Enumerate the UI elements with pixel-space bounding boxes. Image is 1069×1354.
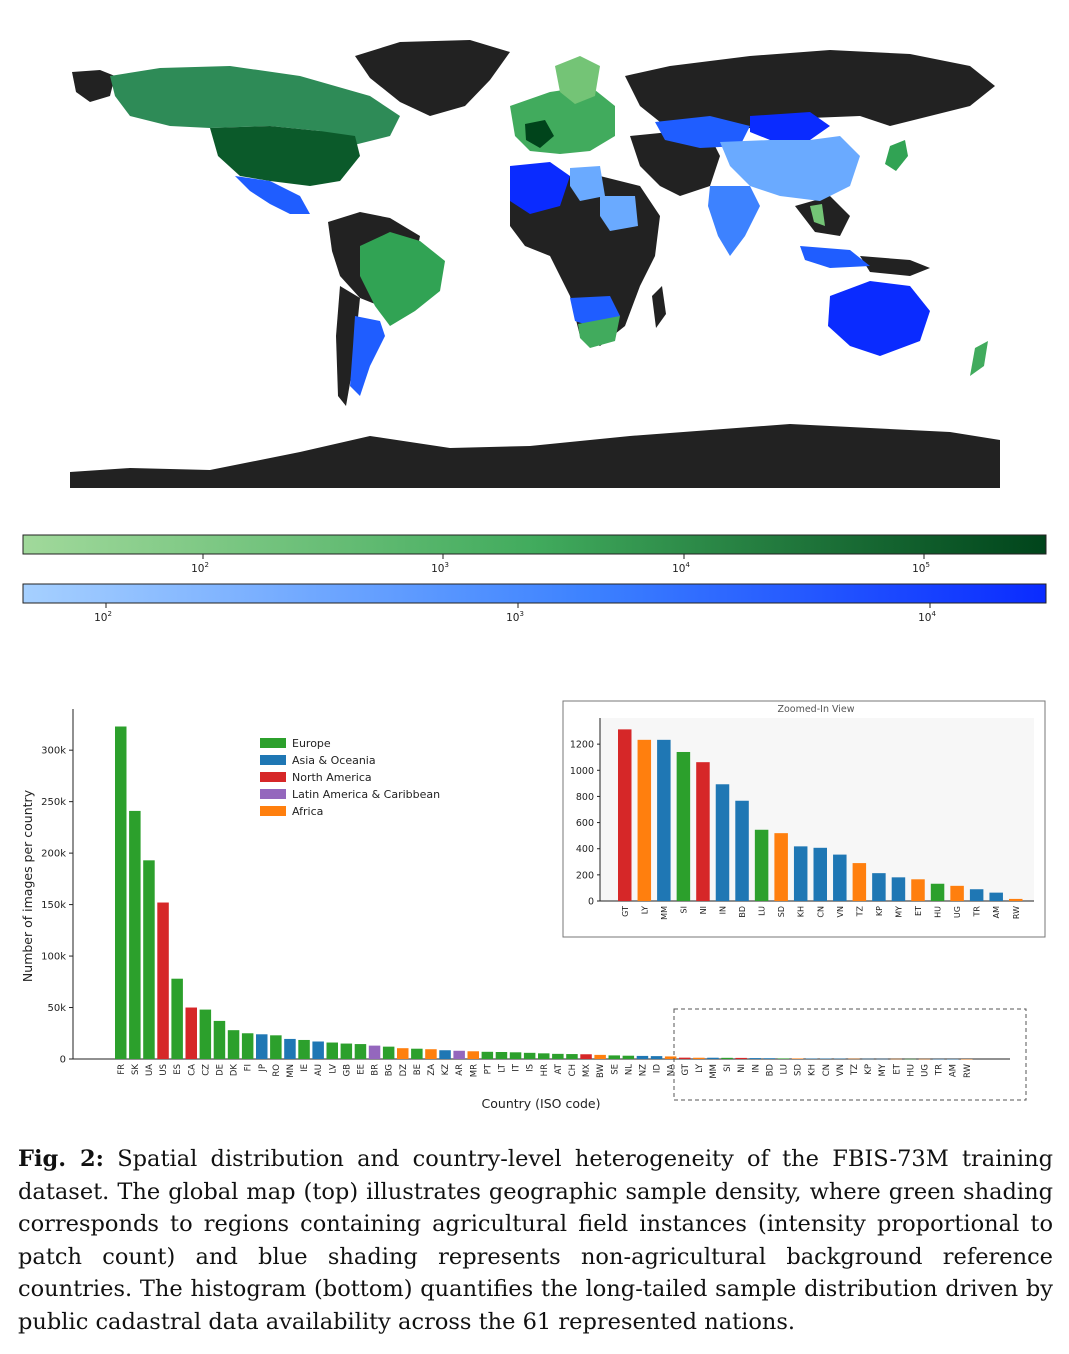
inset-y-tick-label: 0: [587, 896, 594, 908]
main-y-tick-label: 300k: [41, 745, 66, 757]
main-x-tick-label: IT: [511, 1064, 522, 1072]
inset-bar-et: [911, 879, 925, 901]
world-map: [70, 36, 1000, 488]
main-x-tick-label: LU: [779, 1064, 790, 1075]
inset-bar-mm: [657, 740, 671, 901]
inset-bar-rw: [1009, 899, 1023, 901]
map-argentina: [350, 316, 385, 396]
inset-x-tick-label: ET: [914, 906, 923, 916]
inset-bar-lu: [755, 830, 769, 901]
legend-swatch: [260, 772, 286, 782]
main-bar-be: [411, 1049, 423, 1059]
main-x-tick-label: IS: [525, 1064, 536, 1072]
inset-bar-am: [989, 893, 1003, 901]
main-bar-lt: [496, 1052, 508, 1059]
main-x-tick-label: SE: [610, 1064, 621, 1075]
inset-bar-ly: [638, 740, 652, 901]
main-x-tick-label: HR: [539, 1064, 550, 1077]
inset-x-tick-label: IN: [718, 906, 728, 915]
main-bar-mr: [468, 1051, 480, 1059]
main-bar-bd: [764, 1058, 776, 1059]
main-y-tick-label: 150k: [41, 900, 66, 912]
inset-bar-ni: [696, 762, 710, 901]
main-x-tick-label: CZ: [201, 1064, 212, 1076]
main-x-tick-label: DK: [229, 1064, 240, 1077]
map-india: [708, 186, 760, 256]
main-bar-nz: [637, 1056, 649, 1059]
main-x-tick-label: LV: [328, 1064, 339, 1074]
main-x-tick-label: SD: [793, 1064, 804, 1076]
main-bar-bw: [594, 1055, 606, 1059]
main-x-tick-label: NZ: [638, 1064, 649, 1077]
colorbar-blue-tick-label: $10^2$: [94, 610, 112, 624]
main-x-tick-label: HU: [906, 1064, 917, 1077]
legend-label: Europe: [292, 737, 331, 750]
main-y-tick-label: 0: [59, 1054, 66, 1066]
map-australia: [828, 281, 930, 356]
inset-chart: [563, 701, 1045, 937]
chart-legend: [260, 737, 440, 818]
main-x-tick-label: BE: [412, 1064, 423, 1076]
main-bar-fi: [242, 1033, 254, 1059]
main-x-tick-label: NA: [666, 1064, 677, 1077]
main-x-tick-label: MN: [285, 1064, 296, 1078]
main-bar-hr: [538, 1053, 550, 1059]
main-bar-id: [651, 1056, 663, 1059]
main-bar-dz: [397, 1048, 409, 1059]
main-x-tick-label: KP: [864, 1064, 875, 1075]
inset-x-tick-label: KH: [796, 906, 806, 918]
inset-bar-bd: [735, 801, 749, 901]
main-xlabel: Country (ISO code): [481, 1096, 601, 1111]
main-x-tick-label: TZ: [849, 1064, 860, 1076]
main-bar-br: [369, 1046, 381, 1059]
main-x-tick-label: BG: [384, 1064, 395, 1077]
main-x-tick-label: MM: [708, 1064, 719, 1079]
main-bar-lu: [778, 1058, 790, 1059]
main-bar-sd: [792, 1058, 804, 1059]
main-bar-ro: [270, 1035, 282, 1059]
inset-x-tick-label: LY: [640, 906, 650, 915]
map-indonesia: [800, 246, 870, 268]
main-bar-ch: [566, 1054, 578, 1059]
main-bar-bg: [383, 1047, 395, 1059]
inset-x-tick-label: TR: [972, 906, 982, 917]
main-x-tick-label: VN: [835, 1064, 846, 1077]
inset-y-tick-label: 200: [575, 870, 594, 882]
inset-x-tick-label: NI: [698, 906, 708, 915]
main-x-tick-label: GT: [680, 1064, 691, 1076]
main-x-tick-label: JP: [257, 1064, 268, 1072]
inset-bar-my: [892, 877, 906, 901]
main-bar-de: [214, 1021, 226, 1059]
main-bar-lv: [327, 1043, 339, 1059]
legend-swatch: [260, 806, 286, 816]
main-y-tick-label: 250k: [41, 797, 66, 809]
colorbar-blue-tick-label: $10^4$: [918, 610, 936, 624]
main-bar-gb: [341, 1044, 353, 1059]
main-bar-ar: [453, 1051, 465, 1059]
map-new-zealand: [970, 341, 988, 376]
legend-label: Latin America & Caribbean: [292, 788, 441, 801]
main-x-tick-label: TR: [934, 1064, 945, 1076]
main-x-tick-label: BW: [596, 1064, 607, 1078]
inset-bar-kp: [872, 873, 886, 901]
legend-swatch: [260, 789, 286, 799]
inset-y-tick-label: 800: [575, 791, 594, 803]
main-x-tick-label: DE: [215, 1064, 226, 1076]
main-bar-dk: [228, 1030, 240, 1059]
colorbar-green-tick-label: $10^5$: [912, 561, 930, 575]
map-europe: [510, 86, 615, 154]
colorbar-green-ticks: [191, 554, 930, 575]
main-x-tick-label: ET: [892, 1064, 903, 1075]
inset-y-tick-label: 400: [575, 844, 594, 856]
main-x-tick-label: LT: [497, 1064, 508, 1073]
main-bar-sk: [129, 811, 141, 1059]
main-x-tick-label: SK: [130, 1064, 141, 1075]
inset-x-tick-label: TZ: [855, 906, 865, 917]
inset-x-tick-label: KP: [874, 906, 884, 917]
main-bar-au: [312, 1042, 324, 1060]
main-x-tick-label: MR: [469, 1064, 480, 1078]
main-bar-ua: [143, 860, 155, 1059]
main-x-tick-label: RW: [962, 1064, 973, 1078]
legend-label: Asia & Oceania: [292, 754, 376, 767]
main-y-tick-label: 100k: [41, 951, 66, 963]
inset-y-tick-label: 1000: [569, 765, 594, 777]
colorbar-green-tick-label: $10^3$: [431, 561, 449, 575]
main-x-tick-label: FR: [116, 1064, 127, 1075]
map-brazil: [360, 232, 445, 326]
colorbars: [0, 525, 1069, 640]
main-x-tick-label: MX: [582, 1064, 593, 1078]
inset-bar-si: [677, 752, 691, 901]
inset-x-tick-label: LU: [757, 906, 767, 916]
main-x-tick-label: IN: [751, 1064, 762, 1073]
main-x-tick-label: ZA: [426, 1064, 437, 1076]
inset-bar-gt: [618, 729, 632, 901]
main-x-tick-label: SI: [723, 1064, 734, 1072]
main-bar-nl: [623, 1056, 635, 1059]
main-bar-za: [425, 1049, 437, 1059]
main-bar-ly: [693, 1058, 705, 1059]
inset-bar-sd: [774, 833, 788, 901]
main-bar-si: [721, 1058, 733, 1059]
main-x-tick-label: LY: [694, 1064, 705, 1073]
main-x-tick-label: KH: [807, 1064, 818, 1076]
main-bar-ee: [355, 1044, 367, 1059]
colorbar-green-tick-label: $10^4$: [672, 561, 690, 575]
main-bar-jp: [256, 1034, 268, 1059]
colorbar-blue-tick-label: $10^3$: [506, 610, 524, 624]
inset-title: Zoomed-In View: [777, 704, 855, 715]
main-x-tick-label: CA: [187, 1064, 198, 1076]
legend-swatch: [260, 738, 286, 748]
main-bar-ca: [186, 1008, 198, 1059]
main-bar-gt: [679, 1058, 691, 1059]
caption-label: Fig. 2:: [18, 1146, 104, 1172]
main-x-tick-label: DZ: [398, 1064, 409, 1077]
main-x-tick-label: MY: [878, 1064, 889, 1077]
inset-bar-in: [716, 784, 730, 901]
inset-x-tick-label: BD: [738, 906, 748, 918]
main-x-tick-label: CH: [567, 1064, 578, 1077]
inset-bar-hu: [931, 884, 945, 901]
main-y-tick-label: 50k: [47, 1003, 66, 1015]
main-x-tick-label: AU: [314, 1064, 325, 1077]
inset-x-tick-label: RW: [1011, 906, 1021, 920]
main-x-tick-label: ID: [652, 1064, 663, 1074]
main-x-tick-label: NI: [737, 1064, 748, 1073]
main-bar-us: [157, 903, 169, 1059]
main-x-tick-label: BR: [370, 1064, 381, 1076]
main-bar-mn: [284, 1039, 296, 1059]
inset-x-tick-label: AM: [992, 906, 1002, 919]
inset-x-tick-label: GT: [620, 906, 630, 917]
main-bar-fr: [115, 727, 127, 1060]
inset-bar-tr: [970, 889, 984, 901]
main-bar-na: [665, 1056, 677, 1059]
inset-x-tick-label: MY: [894, 906, 904, 918]
main-x-tick-label: RO: [271, 1064, 282, 1077]
inset-x-tick-label: UG: [953, 906, 963, 919]
colorbar-blue-ticks: [94, 603, 936, 624]
map-japan: [885, 140, 908, 171]
country-histogram: [0, 700, 1069, 1120]
main-y-tick-label: 200k: [41, 848, 66, 860]
inset-x-tick-label: CN: [816, 906, 826, 918]
main-x-tick-label: AR: [455, 1064, 466, 1076]
inset-bar-ug: [950, 886, 964, 901]
main-x-tick-label: NL: [624, 1064, 635, 1076]
zoom-region-box: [674, 1009, 1026, 1100]
main-bar-pt: [482, 1052, 494, 1059]
main-x-tick-label: PT: [483, 1064, 494, 1075]
caption-text: Spatial distribution and country-level heterogeneity of the FBIS-73M training dataset. The global map (top) illustrates geographic sample density, where green shading corresponds to regions containing agricultural field instances (intensity proportional to patch count) and blue shading represents non-agricultural background reference countries. The histogram (bottom) quantifies the long-tailed sample distribution driven by public cadastral data availability across the 61 represented nations.: [18, 1146, 1053, 1335]
main-x-tick-label: UG: [920, 1064, 931, 1077]
inset-bar-vn: [833, 855, 847, 901]
main-bar-is: [524, 1053, 536, 1059]
inset-bar-cn: [814, 848, 828, 901]
inset-x-tick-label: MM: [659, 906, 669, 920]
colorbar-green-tick-label: $10^2$: [191, 561, 209, 575]
legend-label: North America: [292, 771, 372, 784]
main-x-tick-label: UA: [144, 1064, 155, 1077]
main-bar-in: [750, 1058, 762, 1059]
main-x-tick-label: GB: [342, 1064, 353, 1077]
legend-swatch: [260, 755, 286, 765]
main-bar-ie: [298, 1040, 310, 1059]
main-x-tick-label: AM: [948, 1064, 959, 1078]
inset-y-tick-label: 600: [575, 818, 594, 830]
main-x-tick-label: BD: [765, 1064, 776, 1077]
main-bar-kz: [439, 1050, 451, 1059]
main-x-tick-label: IE: [300, 1064, 311, 1072]
main-x-tick-label: ES: [173, 1064, 184, 1075]
inset-x-tick-label: SD: [777, 906, 787, 918]
inset-bar-tz: [853, 863, 867, 901]
inset-x-tick-label: HU: [933, 906, 943, 918]
main-x-tick-label: EE: [356, 1064, 367, 1075]
main-bar-cz: [200, 1010, 212, 1059]
main-bar-se: [609, 1055, 621, 1059]
main-x-tick-label: US: [159, 1064, 170, 1076]
main-x-tick-label: FI: [243, 1064, 254, 1072]
colorbar-blue: [23, 584, 1046, 603]
main-x-tick-label: AT: [553, 1064, 564, 1075]
main-bar-ni: [735, 1058, 747, 1059]
main-bar-es: [171, 979, 183, 1059]
figure-caption: [18, 1143, 1053, 1339]
main-bar-it: [510, 1052, 522, 1059]
inset-y-tick-label: 1200: [569, 739, 594, 751]
map-usa: [210, 126, 360, 186]
legend-label: Africa: [292, 805, 324, 818]
colorbar-green: [23, 535, 1046, 554]
main-bar-mx: [580, 1054, 592, 1059]
main-ylabel: Number of images per country: [20, 789, 35, 983]
main-bar-at: [552, 1054, 564, 1059]
inset-bar-kh: [794, 846, 808, 901]
inset-x-tick-label: VN: [835, 906, 845, 918]
main-x-tick-label: CN: [821, 1064, 832, 1077]
inset-x-tick-label: SI: [679, 906, 689, 914]
main-x-tick-label: KZ: [441, 1064, 452, 1076]
main-bar-mm: [707, 1058, 719, 1059]
